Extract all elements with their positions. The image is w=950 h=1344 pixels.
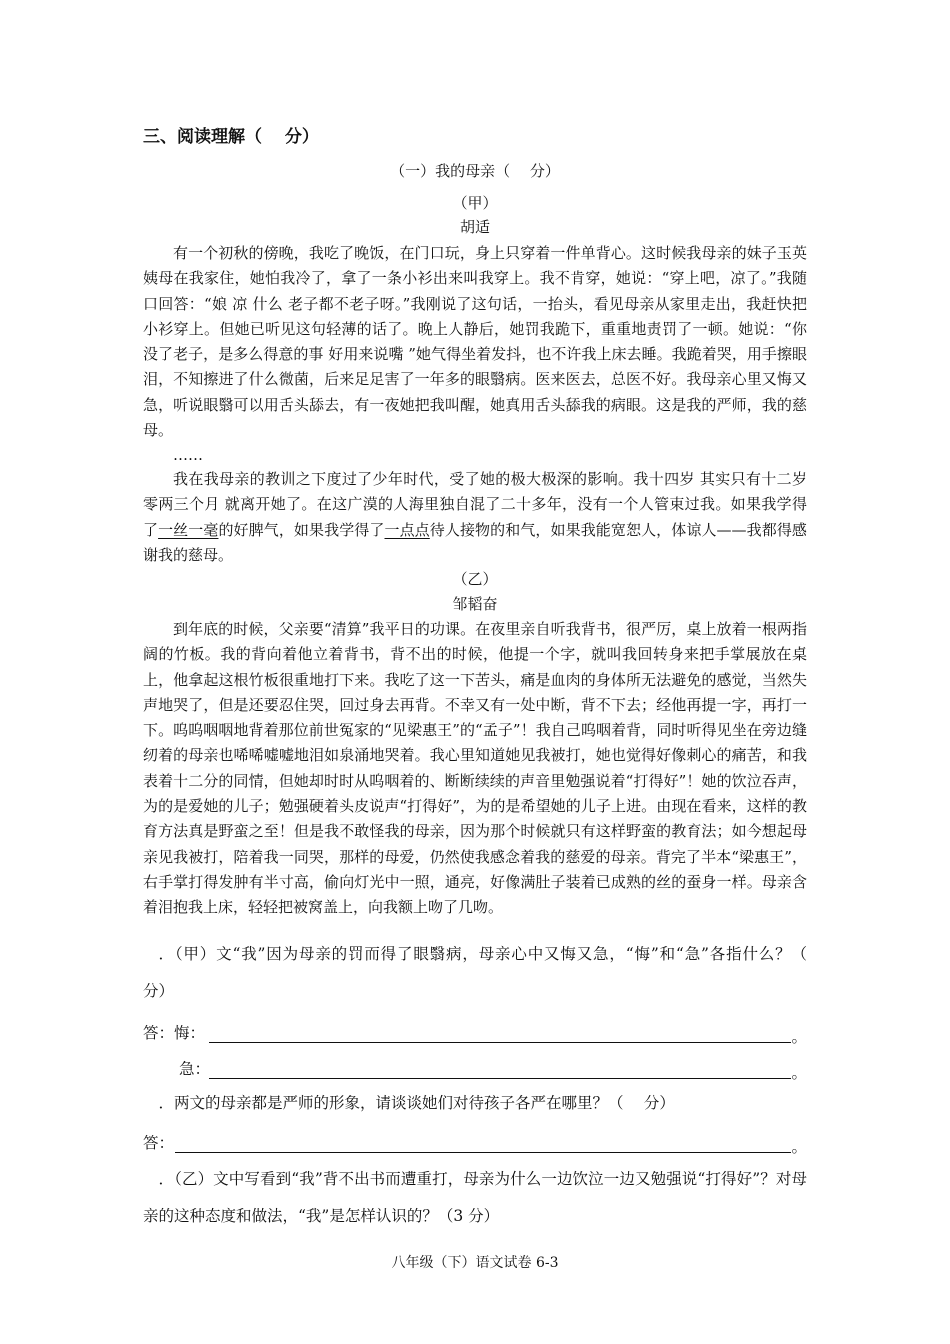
- part-b-paragraph: 到年底的时候，父亲要“清算”我平日的功课。在夜里亲自听我背书，很严厉，桌上放着一根两指阔的竹板。我的背向着他立着背书，背不出的时候，他提一个字，就叫我回转身来把手掌展放在桌上，他拿起这根竹板很重地打下来。我吃了这一下苦头，痛是血肉的身体所无法避免的感觉，当然失声地哭了，但是还要忍住哭，回过身去再背。不幸又有一处中断，背不下去；经他再提一字，再打一下。呜呜咽咽地背着那位前世冤家的“见梁惠王”的“孟子”！我自己呜咽着背，同时听得见坐在旁边缝纫着的母亲也唏唏嘘嘘地泪如泉涌地哭着。我心里知道她见我被打，她也觉得好像刺心的痛苦，和我表着十二分的同情，但她却时时从呜咽着的、断断续续的声音里勉强说着“打得好”！她的饮泣吞声，为的是爱她的儿子；勉强硬着头皮说声“打得好”，为的是希望她的儿子上进。由现在看来，这样的教育方法真是野蛮之至！但是我不敢怪我的母亲，因为那个时候就只有这样野蛮的教育法；如今想起母亲见我被打，陪着我一同哭，那样的母爱，仍然使我感念着我的慈爱的母亲。背完了半本“梁惠王”，右手掌打得发肿有半寸高，偷向灯光中一照，通亮，好像满肚子装着已成熟的丝的蚕身一样。母亲含着泪抱我上床，轻轻把被窝盖上，向我额上吻了几吻。: [143, 620, 807, 917]
- answer-row-1b: [143, 1057, 807, 1081]
- part-b-author: 邹韬奋: [452, 595, 498, 613]
- underlined-phrase-2: 一点点: [384, 520, 430, 539]
- part-b-label: （乙）: [452, 570, 498, 588]
- underlined-phrase-1: 一丝一毫: [158, 520, 219, 539]
- answer-label-ji: 急：: [179, 1060, 211, 1078]
- answer-label: 答：: [143, 1134, 175, 1152]
- p2-text-b: 的好脾气，如果我学得了: [218, 520, 385, 539]
- page-footer: 八年级（下）语文试卷 6-3: [391, 1255, 559, 1271]
- p2-text-a: 我在我母亲的教训之下度过了少年时代，受了她的极大极深的影响。我十四岁 其实只有十二岁零两三个月 就离开她了。在这广漠的人海里独自混了二十多年，没有一个人管束过我。如果我学得了: [143, 470, 807, 539]
- answer-line[interactable]: [209, 1078, 791, 1079]
- answer-end: 。: [791, 1138, 807, 1156]
- part-a-paragraph-1: 有一个初秋的傍晚，我吃了晚饭，在门口玩，身上只穿着一件单背心。这时候我母亲的妹子玉英姨母在我家住，她怕我冷了，拿了一条小衫出来叫我穿上。我不肯穿，她说：“穿上吧，凉了。”我随口回答：“娘 凉 什么 老子都不老子呀。”我刚说了这句话，一抬头，看见母亲从家里走出，我赶快把小衫穿上。但她已听见这句轻薄的话了。晚上人静后，她罚我跪下，重重地责罚了一顿。她说：“你没了老子，是多么得意的事 好用来说嘴 ”她气得坐着发抖，也不许我上床去睡。我跪着哭，用手擦眼泪，不知擦进了什么微菌，后来足足害了一年多的眼翳病。医来医去，总医不好。我母亲心里又悔又急，听说眼翳可以用舌头舔去，有一夜她把我叫醒，她真用舌头舔我的病眼。这是我的严师，我的慈母。: [143, 244, 807, 440]
- question-3: ．（乙）文中写看到“我”背不出书而遭重打，母亲为什么一边饮泣一边又勉强说“打得好”？对母亲的这种态度和做法，“我”是怎样认识的？（3 分）: [143, 1170, 807, 1225]
- part-a-author: 胡适: [459, 218, 490, 236]
- answer-end: 。: [791, 1028, 807, 1046]
- question-2: ．两文的母亲都是严师的形象，请谈谈她们对待孩子各严在哪里？（ 分）: [158, 1094, 675, 1112]
- answer-row-1a: [143, 1021, 807, 1045]
- part-a-paragraph-2: [143, 467, 807, 568]
- answer-row-2: [143, 1131, 807, 1155]
- section-title: 三、阅读理解（ 分）: [143, 127, 319, 147]
- question-1: ．（甲）文“我”因为母亲的罚而得了眼翳病，母亲心中又悔又急，“悔”和“急”各指什么？（ 分）: [143, 945, 828, 1000]
- p2-text-c: 待人接物的和气，如果我能宽恕人，体谅人——我都得感谢我的慈母。: [143, 520, 807, 564]
- answer-end: 。: [791, 1064, 807, 1082]
- answer-label-hui: 答：悔：: [143, 1024, 206, 1042]
- ellipsis: ……: [173, 446, 203, 464]
- passage-title: （一）我的母亲（ 分）: [390, 162, 560, 180]
- answer-line[interactable]: [175, 1152, 791, 1153]
- part-a-label: （甲）: [452, 194, 498, 212]
- answer-line[interactable]: [209, 1042, 791, 1043]
